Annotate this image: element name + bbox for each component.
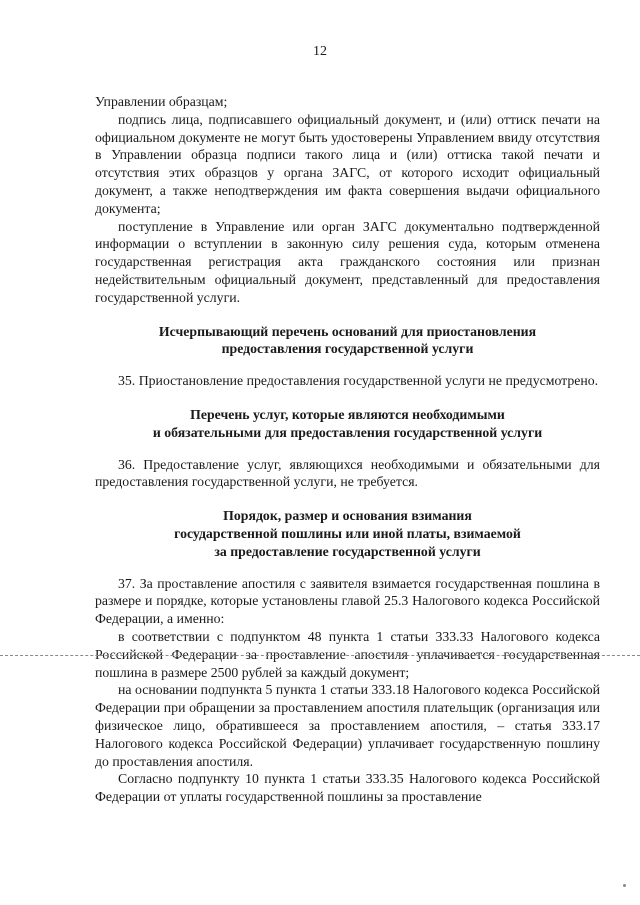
heading-state-fee-line2: государственной пошлины или иной платы, взимаемой — [174, 525, 521, 541]
document-body — [95, 93, 600, 806]
paragraph-36: 36. Предоставление услуг, являющихся необходимыми и обязательными для предоставления государственной услуги, не требуется. — [95, 456, 600, 490]
scan-fold-line — [0, 655, 640, 656]
heading-state-fee-line3: за предоставление государственной услуги — [214, 543, 481, 559]
paragraph-continuation: Управлении образцам; — [95, 94, 228, 109]
paragraph-37: 37. За проставление апостиля с заявителя взимается государственная пошлина в размере и порядке, которые установлены главой 25.3 Налогового кодекса Российской Федерации, а именно: — [95, 575, 600, 627]
heading-suspension-grounds-line2: предоставления государственной услуги — [221, 341, 474, 357]
heading-required-services-line2: и обязательными для предоставления государственной услуги — [152, 424, 543, 440]
paragraph-court-decision: поступление в Управление или орган ЗАГС документально подтвержденной информации о вступлении в законную силу решения суда, которым отменена государственная регистрация акта гражданского состояния или признан недействительным официальный документ, представленный для предоставления государственной услуги. — [95, 218, 600, 305]
paragraph-signature-not-verified: подпись лица, подписавшего официальный документ, и (или) оттиск печати на официальном документе не могут быть удостоверены Управлением ввиду отсутствия в Управлении образца подписи такого лица и (или) оттиска такой печати и отсутствия этих образцов у органа ЗАГС, от которого исходит официальный документ, а также неподтверждения им факта совершения выдачи официального документа; — [95, 111, 600, 216]
heading-state-fee-line1: Порядок, размер и основания взимания — [223, 508, 472, 524]
paragraph-35: 35. Приостановление предоставления государственной услуги не предусмотрено. — [118, 373, 599, 389]
paragraph-fee-payment: на основании подпункта 5 пункта 1 статьи 333.18 Налогового кодекса Российской Федерации при обращении за проставлением апостиля плательщик (организация или физическое лицо, обратившееся за проставлением апостиля, – статья 333.17 Налогового кодекса Российской Федерации) уплачивает государственную пошлину до проставления апостиля. — [95, 682, 600, 769]
paragraph-fee-exemption: Согласно подпункту 10 пункта 1 статьи 333.35 Налогового кодекса Российской Федерации от уплаты государственной пошлины за проставление — [95, 771, 600, 805]
scan-speck — [623, 884, 626, 887]
paragraph-fee-amount: в соответствии с подпунктом 48 пункта 1 статьи 333.33 Налогового кодекса Российской Федерации за проставление апостиля уплачивается государственная пошлина в размере 2500 рублей за каждый документ; — [95, 628, 600, 680]
heading-required-services-line1: Перечень услуг, которые являются необходимыми — [190, 406, 505, 422]
page-number: 12 — [313, 44, 327, 59]
heading-suspension-grounds-line1: Исчерпывающий перечень оснований для приостановления — [158, 323, 537, 339]
